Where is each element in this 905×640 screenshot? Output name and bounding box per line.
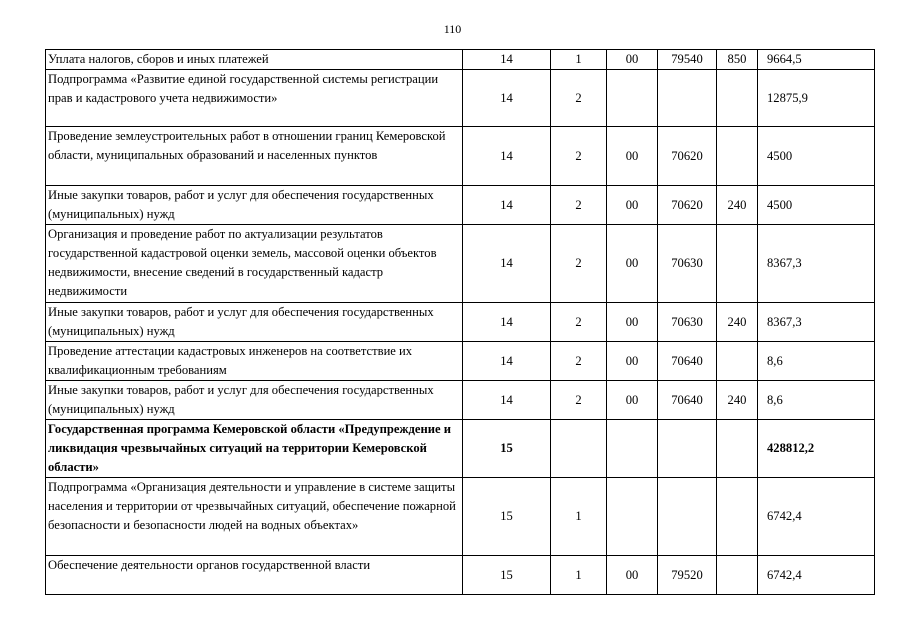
amount-cell: 8,6: [758, 381, 875, 420]
expense-type-code-cell: 240: [717, 186, 758, 225]
subsection-code-cell: 1: [551, 556, 607, 595]
expense-type-code-cell: [717, 70, 758, 127]
row-name-cell: Проведение аттестации кадастровых инженеров на соответствие их квалификационным требованиям: [46, 342, 463, 381]
budget-table-body: [46, 50, 875, 595]
section-code-cell: 14: [463, 50, 551, 70]
section-code-cell: 14: [463, 225, 551, 303]
table-row: [46, 186, 875, 225]
row-name-cell: Иные закупки товаров, работ и услуг для обеспечения государственных (муниципальных) нужд: [46, 303, 463, 342]
expense-type-code-cell: [717, 556, 758, 595]
amount-cell: 8367,3: [758, 303, 875, 342]
table-row: [46, 478, 875, 556]
subsection-code-cell: [551, 420, 607, 478]
target-item-code-cell: 70620: [658, 186, 717, 225]
target-item-code-cell: [658, 70, 717, 127]
subsection-code-cell: 2: [551, 342, 607, 381]
table-row: [46, 70, 875, 127]
target-item-code-cell: 70630: [658, 303, 717, 342]
row-name-cell: Обеспечение деятельности органов государственной власти: [46, 556, 463, 595]
program-code-cell: [607, 70, 658, 127]
expense-type-code-cell: 240: [717, 381, 758, 420]
program-code-cell: [607, 478, 658, 556]
amount-cell: 9664,5: [758, 50, 875, 70]
amount-cell: 12875,9: [758, 70, 875, 127]
program-code-cell: [607, 420, 658, 478]
amount-cell: 4500: [758, 186, 875, 225]
expense-type-code-cell: [717, 225, 758, 303]
amount-cell: 8,6: [758, 342, 875, 381]
section-code-cell: 14: [463, 186, 551, 225]
program-code-cell: 00: [607, 342, 658, 381]
section-code-cell: 14: [463, 70, 551, 127]
amount-cell: 6742,4: [758, 556, 875, 595]
program-code-cell: 00: [607, 127, 658, 186]
program-code-cell: 00: [607, 303, 658, 342]
table-row: [46, 225, 875, 303]
target-item-code-cell: 70620: [658, 127, 717, 186]
row-name-cell: Подпрограмма «Организация деятельности и управление в системе защиты населения и территории от чрезвычайных ситуаций, обеспечение пожарной безопасности и безопасности людей на водных объектах»: [46, 478, 463, 556]
expense-type-code-cell: 850: [717, 50, 758, 70]
subsection-code-cell: 2: [551, 303, 607, 342]
subsection-code-cell: 2: [551, 225, 607, 303]
amount-cell: 428812,2: [758, 420, 875, 478]
section-code-cell: 14: [463, 127, 551, 186]
subsection-code-cell: 2: [551, 127, 607, 186]
table-row: [46, 127, 875, 186]
section-code-cell: 15: [463, 478, 551, 556]
program-code-cell: 00: [607, 381, 658, 420]
section-code-cell: 14: [463, 381, 551, 420]
row-name-cell: Иные закупки товаров, работ и услуг для обеспечения государственных (муниципальных) нужд: [46, 381, 463, 420]
table-row: [46, 342, 875, 381]
target-item-code-cell: 70640: [658, 342, 717, 381]
target-item-code-cell: 79520: [658, 556, 717, 595]
row-name-cell: Подпрограмма «Развитие единой государственной системы регистрации прав и кадастрового учета недвижимости»: [46, 70, 463, 127]
table-row: [46, 50, 875, 70]
section-code-cell: 15: [463, 420, 551, 478]
row-name-cell: Организация и проведение работ по актуализации результатов государственной кадастровой оценки земель, массовой оценки объектов недвижимости, внесение сведений в государственный кадастр недвижимости: [46, 225, 463, 303]
budget-table: [45, 49, 875, 595]
subsection-code-cell: 2: [551, 381, 607, 420]
target-item-code-cell: [658, 420, 717, 478]
subsection-code-cell: 2: [551, 186, 607, 225]
expense-type-code-cell: [717, 127, 758, 186]
section-code-cell: 15: [463, 556, 551, 595]
row-name-cell: Уплата налогов, сборов и иных платежей: [46, 50, 463, 70]
table-row: [46, 303, 875, 342]
program-code-cell: 00: [607, 556, 658, 595]
expense-type-code-cell: [717, 478, 758, 556]
table-row: [46, 381, 875, 420]
row-name-cell: Иные закупки товаров, работ и услуг для обеспечения государственных (муниципальных) нужд: [46, 186, 463, 225]
section-code-cell: 14: [463, 303, 551, 342]
subsection-code-cell: 1: [551, 50, 607, 70]
page-number: 110: [443, 22, 462, 36]
expense-type-code-cell: 240: [717, 303, 758, 342]
row-name-cell: Проведение землеустроительных работ в отношении границ Кемеровской области, муниципальных образований и населенных пунктов: [46, 127, 463, 186]
target-item-code-cell: 79540: [658, 50, 717, 70]
table-row: [46, 420, 875, 478]
target-item-code-cell: [658, 478, 717, 556]
row-name-cell: Государственная программа Кемеровской области «Предупреждение и ликвидация чрезвычайных ситуаций на территории Кемеровской области»: [46, 420, 463, 478]
amount-cell: 4500: [758, 127, 875, 186]
table-row: [46, 556, 875, 595]
subsection-code-cell: 2: [551, 70, 607, 127]
subsection-code-cell: 1: [551, 478, 607, 556]
section-code-cell: 14: [463, 342, 551, 381]
target-item-code-cell: 70640: [658, 381, 717, 420]
amount-cell: 6742,4: [758, 478, 875, 556]
expense-type-code-cell: [717, 342, 758, 381]
program-code-cell: 00: [607, 186, 658, 225]
program-code-cell: 00: [607, 50, 658, 70]
program-code-cell: 00: [607, 225, 658, 303]
target-item-code-cell: 70630: [658, 225, 717, 303]
expense-type-code-cell: [717, 420, 758, 478]
amount-cell: 8367,3: [758, 225, 875, 303]
